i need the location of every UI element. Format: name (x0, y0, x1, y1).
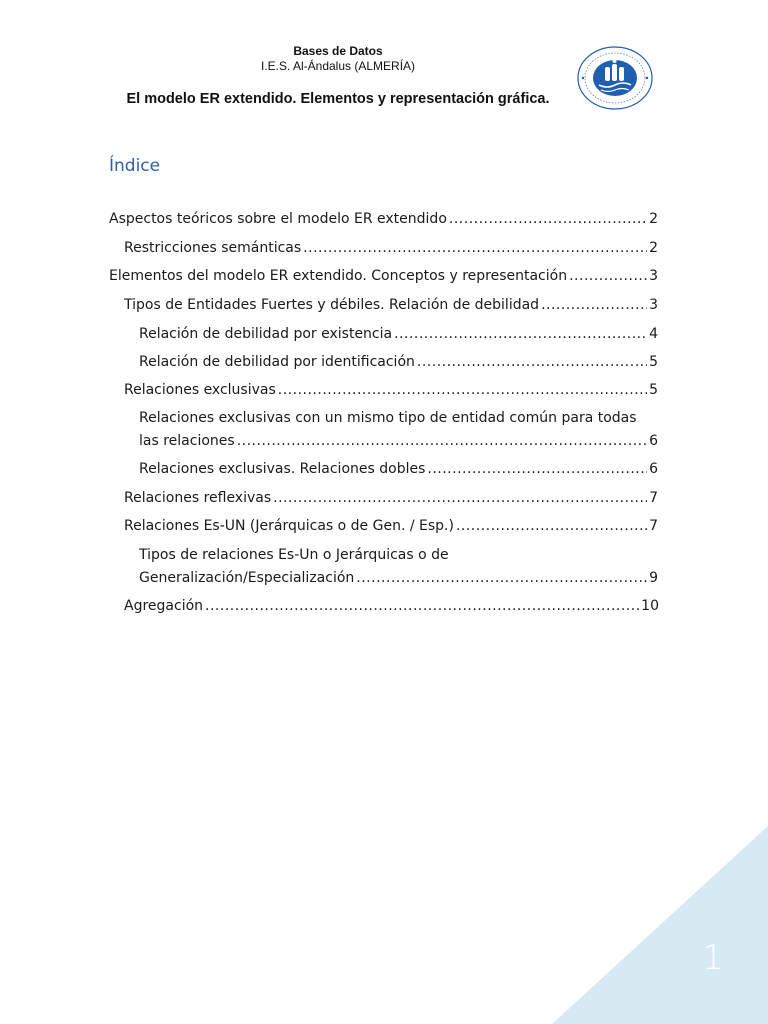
toc-entry-text: Aspectos teóricos sobre el modelo ER extendido (109, 211, 447, 227)
toc-entry-page: 10 (641, 598, 659, 614)
toc-entry-text: Restricciones semánticas (124, 240, 302, 256)
toc-entry-page: 7 (649, 518, 658, 534)
toc-entry-page: 4 (649, 326, 658, 342)
toc-entry-text: Elementos del modelo ER extendido. Conceptos y representación (109, 268, 568, 284)
toc-entry-text: Tipos de Entidades Fuertes y débiles. Relación de debilidad (124, 297, 540, 313)
toc-entry-page: 3 (649, 297, 658, 313)
document-title: El modelo ER extendido. Elementos y representación gráfica. (126, 91, 550, 107)
toc-entry-text: Relaciones reflexivas (124, 490, 272, 506)
toc-entry-page: 5 (649, 382, 658, 398)
toc-entry-page: 6 (649, 461, 658, 477)
toc-entry-text: Agregación (124, 598, 204, 614)
toc-entry-text: Relaciones exclusivas (124, 382, 276, 398)
toc-entry-text: Relaciones Es-UN (Jerárquicas o de Gen. / Esp.) (124, 518, 454, 534)
toc-entry-page: 2 (649, 211, 658, 227)
toc-entry-text: Relación de debilidad por existencia (139, 326, 393, 342)
toc-entry-page: 7 (649, 490, 658, 506)
toc-entry-text: las relaciones (139, 433, 235, 449)
toc-entry-text-line1[interactable]: Tipos de relaciones Es-Un o Jerárquicas o de (139, 547, 449, 563)
page-number: 1 (702, 938, 724, 978)
toc-entry-text: Relación de debilidad por identificación (139, 354, 415, 370)
toc-entry-page: 2 (649, 240, 658, 256)
header-school: I.E.S. Al-Ándalus (ALMERÍA) (260, 59, 416, 73)
toc-heading: Índice (109, 156, 161, 176)
header-subject: Bases de Datos (293, 44, 383, 58)
toc-entry-page: 3 (649, 268, 658, 284)
toc-entry-text: Relaciones exclusivas. Relaciones dobles (139, 461, 426, 477)
toc-entry-page: 9 (649, 570, 658, 586)
toc-entry-text: Generalización/Especialización (139, 570, 355, 586)
toc-entry-page: 5 (649, 354, 658, 370)
toc-entry-text-line1[interactable]: Relaciones exclusivas con un mismo tipo de entidad común para todas (139, 410, 637, 426)
toc-entry-page: 6 (649, 433, 658, 449)
